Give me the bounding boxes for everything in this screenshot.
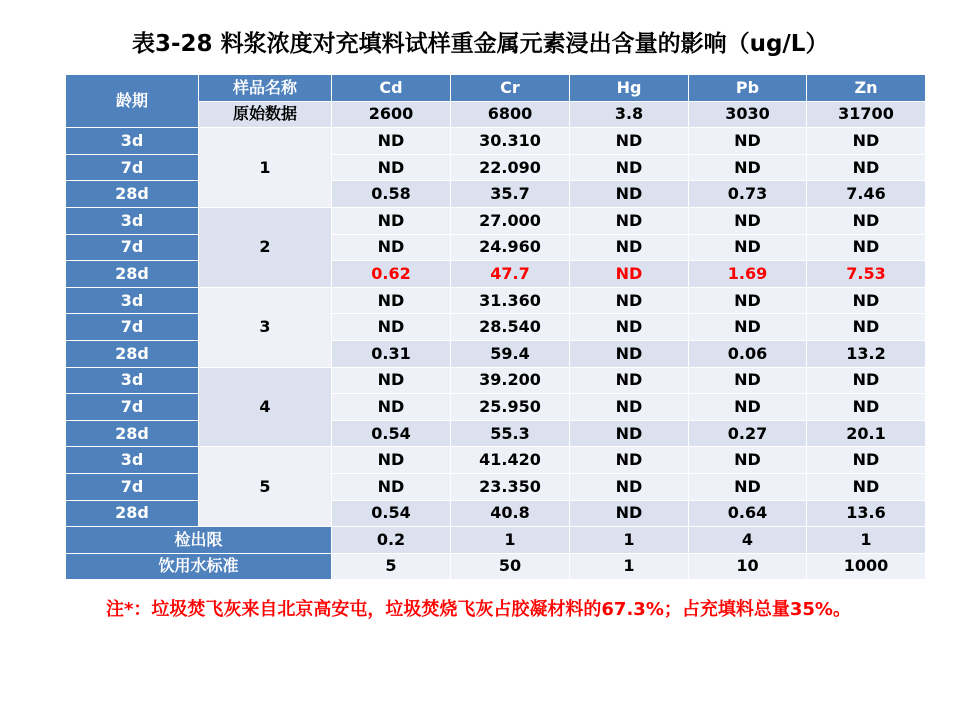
age-cell: 3d [66,287,199,314]
value-cell: 27.000 [451,207,570,234]
value-cell: 28.540 [451,314,570,341]
value-cell: ND [807,234,926,261]
value-cell: 1 [451,527,570,554]
value-cell: ND [332,394,451,421]
sample-cell: 4 [199,367,332,447]
leaching-table [65,74,926,580]
raw-data-label: 原始数据 [199,101,332,128]
value-cell: ND [689,394,807,421]
value-cell: 0.54 [332,420,451,447]
table-row [66,314,926,341]
value-cell: ND [570,261,689,288]
age-header: 龄期 [66,75,199,128]
value-cell: ND [570,234,689,261]
age-cell: 28d [66,340,199,367]
table-row [66,340,926,367]
value-cell: 0.31 [332,340,451,367]
value-cell: ND [332,314,451,341]
drinking-water-standard-label: 饮用水标准 [66,553,332,580]
value-cell: ND [570,500,689,527]
value-cell: 25.950 [451,394,570,421]
age-cell: 7d [66,394,199,421]
age-cell: 3d [66,447,199,474]
value-cell: 0.62 [332,261,451,288]
value-cell: 1 [570,527,689,554]
value-cell: ND [689,367,807,394]
sample-cell: 3 [199,287,332,367]
table-body [66,75,926,580]
raw-value-cell: 3030 [689,101,807,128]
value-cell: 31.360 [451,287,570,314]
table-row [66,181,926,208]
value-cell: ND [570,340,689,367]
value-cell: ND [570,473,689,500]
table-row [66,420,926,447]
detection-limit-row [66,527,926,554]
value-cell: 0.27 [689,420,807,447]
age-cell: 3d [66,128,199,155]
value-cell: ND [570,447,689,474]
table-row [66,367,926,394]
value-cell: 0.06 [689,340,807,367]
age-cell: 28d [66,261,199,288]
age-cell: 28d [66,420,199,447]
age-cell: 7d [66,154,199,181]
value-cell: ND [570,154,689,181]
sample-cell: 1 [199,128,332,208]
table-row [66,500,926,527]
value-cell: 40.8 [451,500,570,527]
age-cell: 7d [66,314,199,341]
age-cell: 28d [66,181,199,208]
element-header-cr: Cr [451,75,570,102]
value-cell: 0.54 [332,500,451,527]
value-cell: 50 [451,553,570,580]
value-cell: 1000 [807,553,926,580]
table-row [66,207,926,234]
value-cell: 39.200 [451,367,570,394]
raw-value-cell: 6800 [451,101,570,128]
age-cell: 7d [66,234,199,261]
raw-value-cell: 31700 [807,101,926,128]
value-cell: ND [570,207,689,234]
value-cell: 5 [332,553,451,580]
value-cell: ND [689,473,807,500]
value-cell: ND [570,420,689,447]
value-cell: ND [689,234,807,261]
value-cell: 0.58 [332,181,451,208]
raw-value-cell: 3.8 [570,101,689,128]
sample-name-header: 样品名称 [199,75,332,102]
value-cell: 24.960 [451,234,570,261]
table-row [66,128,926,155]
value-cell: ND [807,394,926,421]
value-cell: ND [807,287,926,314]
value-cell: 1 [570,553,689,580]
header-row [66,75,926,102]
value-cell: 0.64 [689,500,807,527]
element-header-hg: Hg [570,75,689,102]
value-cell: 59.4 [451,340,570,367]
value-cell: 30.310 [451,128,570,155]
table-row [66,154,926,181]
value-cell: ND [332,367,451,394]
value-cell: 55.3 [451,420,570,447]
value-cell: 35.7 [451,181,570,208]
value-cell: ND [807,447,926,474]
value-cell: 23.350 [451,473,570,500]
value-cell: 13.6 [807,500,926,527]
value-cell: ND [332,287,451,314]
drinking-water-standard-row [66,553,926,580]
age-cell: 28d [66,500,199,527]
value-cell: ND [570,367,689,394]
value-cell: ND [807,314,926,341]
value-cell: 0.2 [332,527,451,554]
value-cell: ND [570,394,689,421]
value-cell: ND [807,207,926,234]
sample-cell: 2 [199,207,332,287]
value-cell: 41.420 [451,447,570,474]
value-cell: 1.69 [689,261,807,288]
value-cell: 10 [689,553,807,580]
sample-cell: 5 [199,447,332,527]
footnote: 注*：垃圾焚飞灰来自北京高安屯，垃圾焚烧飞灰占胶凝材料的67.3%；占充填料总量35%。 [106,599,851,620]
table-row [66,287,926,314]
table-row [66,447,926,474]
value-cell: 1 [807,527,926,554]
value-cell: 7.53 [807,261,926,288]
table-row [66,394,926,421]
value-cell: ND [807,154,926,181]
value-cell: 20.1 [807,420,926,447]
value-cell: 7.46 [807,181,926,208]
table-row [66,473,926,500]
age-cell: 7d [66,473,199,500]
value-cell: ND [807,473,926,500]
table-title: 表3-28 料浆浓度对充填料试样重金属元素浸出含量的影响（ug/L） [132,31,829,57]
detection-limit-label: 检出限 [66,527,332,554]
value-cell: ND [570,287,689,314]
value-cell: ND [570,181,689,208]
element-header-pb: Pb [689,75,807,102]
value-cell: ND [807,128,926,155]
element-header-cd: Cd [332,75,451,102]
value-cell: ND [332,207,451,234]
table-row [66,234,926,261]
value-cell: ND [807,367,926,394]
value-cell: ND [689,154,807,181]
value-cell: ND [689,447,807,474]
value-cell: ND [332,128,451,155]
table-row [66,261,926,288]
value-cell: ND [570,128,689,155]
value-cell: ND [332,234,451,261]
age-cell: 3d [66,207,199,234]
value-cell: ND [689,287,807,314]
value-cell: 0.73 [689,181,807,208]
value-cell: ND [570,314,689,341]
value-cell: 13.2 [807,340,926,367]
value-cell: ND [689,314,807,341]
value-cell: ND [689,128,807,155]
value-cell: 22.090 [451,154,570,181]
age-cell: 3d [66,367,199,394]
element-header-zn: Zn [807,75,926,102]
value-cell: 4 [689,527,807,554]
value-cell: 47.7 [451,261,570,288]
value-cell: ND [689,207,807,234]
value-cell: ND [332,154,451,181]
raw-value-cell: 2600 [332,101,451,128]
value-cell: ND [332,447,451,474]
value-cell: ND [332,473,451,500]
